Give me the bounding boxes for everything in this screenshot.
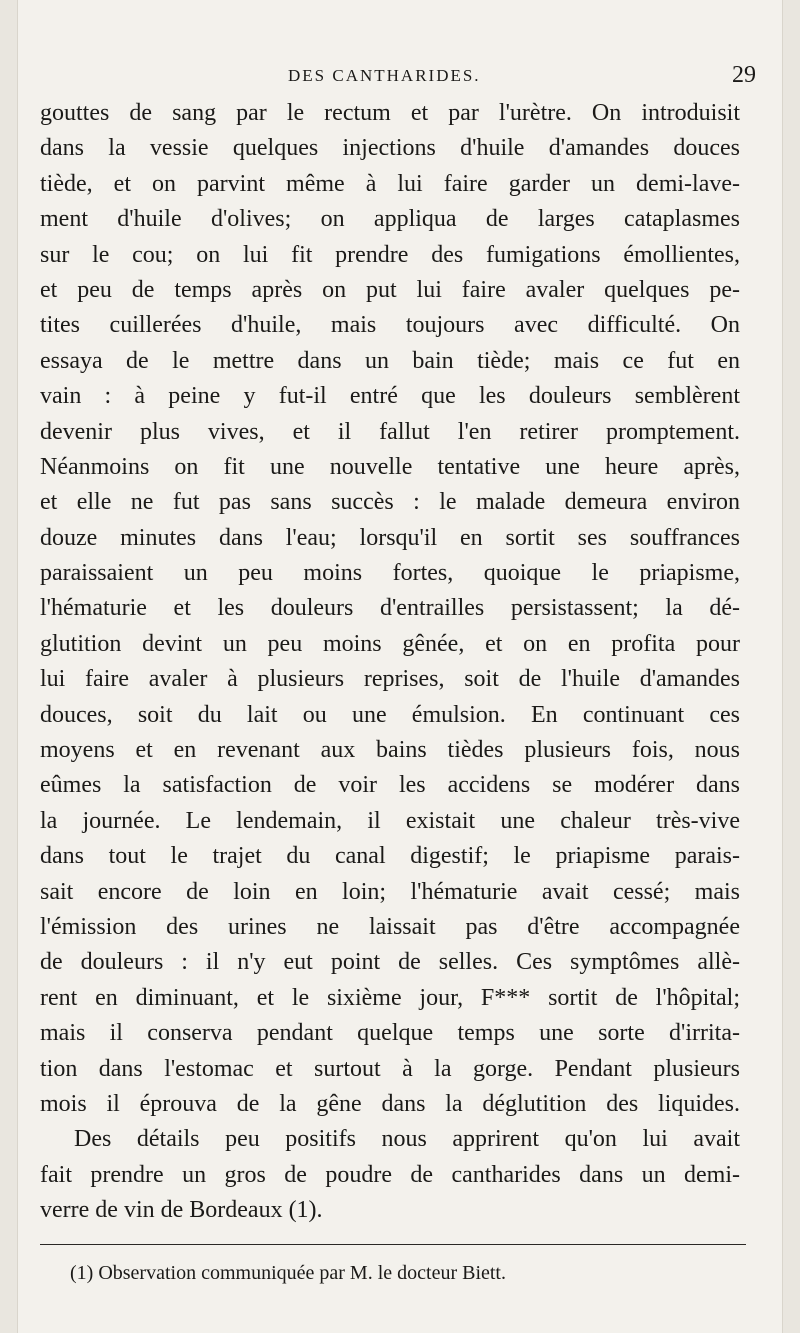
text-line: tites cuillerées d'huile, mais toujours avec difficulté. On bbox=[40, 312, 740, 339]
page-header bbox=[18, 62, 782, 92]
text-line: moyens et en revenant aux bains tièdes plusieurs fois, nous bbox=[40, 737, 740, 764]
text-line: dans la vessie quelques injections d'huile d'amandes douces bbox=[40, 135, 740, 162]
text-line: rent en diminuant, et le sixième jour, F*** sortit de l'hôpital; bbox=[40, 984, 740, 1011]
text-line: mais il conserva pendant quelque temps une sorte d'irrita- bbox=[40, 1020, 740, 1047]
text-line: eûmes la satisfaction de voir les accidens se modérer dans bbox=[40, 772, 740, 799]
text-line: de douleurs : il n'y eut point de selles. Ces symptômes allè- bbox=[40, 949, 740, 976]
text-line: l'émission des urines ne laissait pas d'être accompagnée bbox=[40, 913, 740, 940]
text-line: tiède, et on parvint même à lui faire garder un demi-lave- bbox=[40, 170, 740, 197]
footnote-rule bbox=[40, 1244, 746, 1245]
text-line: Néanmoins on fit une nouvelle tentative une heure après, bbox=[40, 453, 740, 480]
text-line: Des détails peu positifs nous apprirent qu'on lui avait bbox=[74, 1126, 740, 1153]
text-line: ment d'huile d'olives; on appliqua de larges cataplasmes bbox=[40, 206, 740, 233]
text-line: glutition devint un peu moins gênée, et on en profita pour bbox=[40, 630, 740, 657]
text-line: douces, soit du lait ou une émulsion. En continuant ces bbox=[40, 701, 740, 728]
text-line: l'hématurie et les douleurs d'entrailles persistassent; la dé- bbox=[40, 595, 740, 622]
text-line: la journée. Le lendemain, il existait une chaleur très-vive bbox=[40, 807, 740, 834]
text-line: lui faire avaler à plusieurs reprises, soit de l'huile d'amandes bbox=[40, 666, 740, 693]
text-line: essaya de le mettre dans un bain tiède; mais ce fut en bbox=[40, 347, 740, 374]
text-line: dans tout le trajet du canal digestif; le priapisme parais- bbox=[40, 843, 740, 870]
page-number: 29 bbox=[732, 62, 756, 88]
running-title: DES CANTHARIDES. bbox=[288, 66, 481, 85]
text-line: douze minutes dans l'eau; lorsqu'il en sortit ses souffrances bbox=[40, 524, 740, 551]
text-line: mois il éprouva de la gêne dans la déglutition des liquides. bbox=[40, 1090, 740, 1117]
text-line: devenir plus vives, et il fallut l'en retirer promptement. bbox=[40, 418, 740, 445]
text-line: vain : à peine y fut-il entré que les douleurs semblèrent bbox=[40, 383, 740, 410]
text-line: verre de vin de Bordeaux (1). bbox=[40, 1197, 323, 1224]
text-line: sait encore de loin en loin; l'hématurie avait cessé; mais bbox=[40, 878, 740, 905]
text-line: fait prendre un gros de poudre de cantharides dans un demi- bbox=[40, 1161, 740, 1188]
text-line: et peu de temps après on put lui faire avaler quelques pe- bbox=[40, 276, 740, 303]
text-line: gouttes de sang par le rectum et par l'urètre. On introduisit bbox=[40, 100, 740, 126]
text-line: et elle ne fut pas sans succès : le malade demeura environ bbox=[40, 489, 740, 516]
text-line: tion dans l'estomac et surtout à la gorge. Pendant plusieurs bbox=[40, 1055, 740, 1082]
body-text bbox=[40, 96, 740, 1229]
text-line: paraissaient un peu moins fortes, quoique le priapisme, bbox=[40, 560, 740, 587]
footnote: (1) Observation communiquée par M. le docteur Biett. bbox=[70, 1262, 506, 1284]
text-line: sur le cou; on lui fit prendre des fumigations émollientes, bbox=[40, 241, 740, 268]
